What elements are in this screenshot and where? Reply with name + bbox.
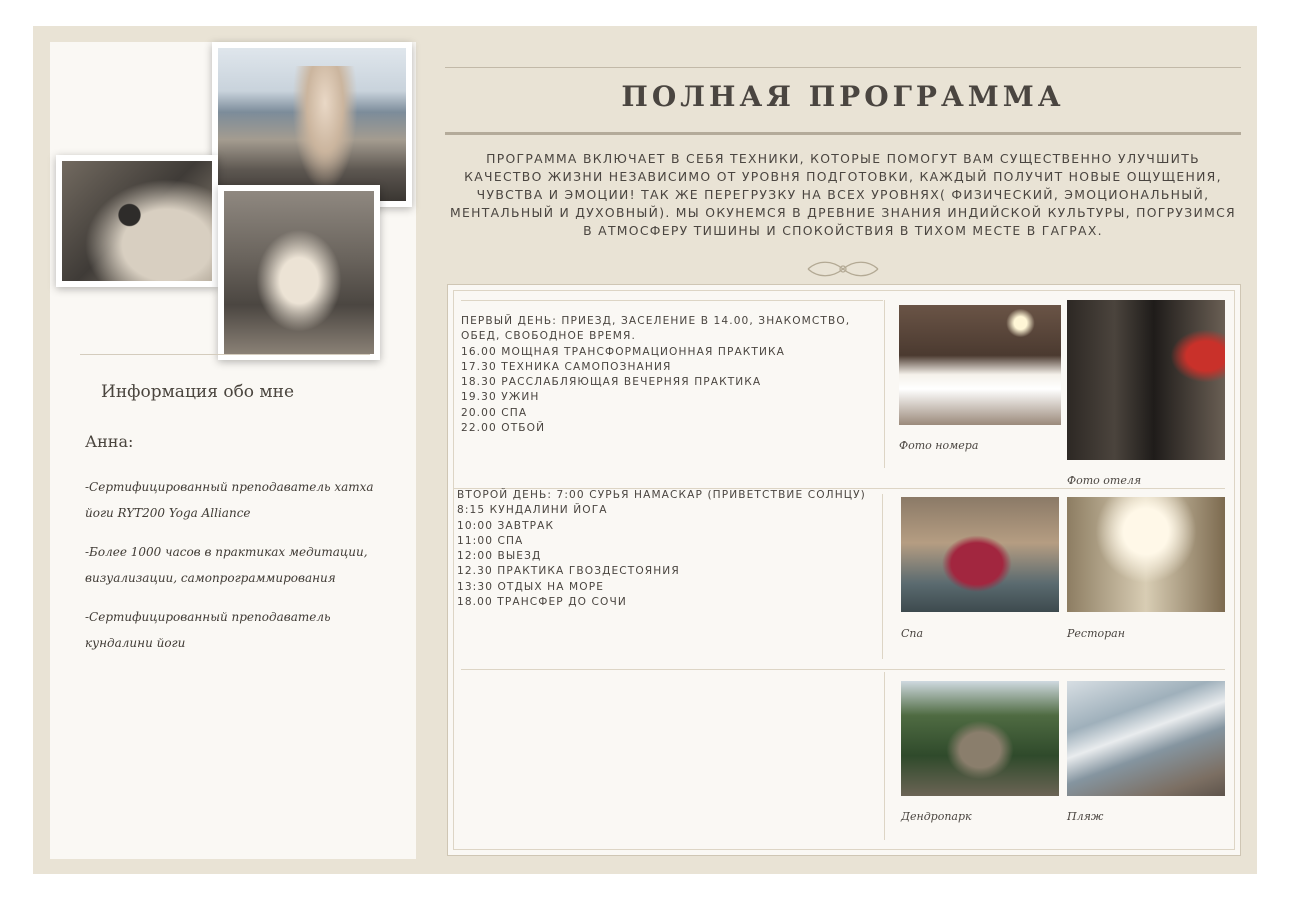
- schedule-line: 8:15 КУНДАЛИНИ ЙОГА: [457, 504, 608, 517]
- schedule-line: 19.30 УЖИН: [461, 391, 540, 404]
- schedule-line: 18.00 ТРАНСФЕР ДО СОЧИ: [457, 596, 627, 609]
- polaroid-sitting-photo: [218, 185, 380, 360]
- park-caption: Дендропарк: [901, 810, 972, 823]
- schedule-line: 17.30 ТЕХНИКА САМОПОЗНАНИЯ: [461, 360, 672, 373]
- polaroid-beach-photo: [212, 42, 412, 207]
- schedule-line: ПЕРВЫЙ ДЕНЬ: ПРИЕЗД, ЗАСЕЛЕНИЕ В 14.00, ЗНАКОМСТВО, ОБЕД, СВОБОДНОЕ ВРЕМЯ.: [461, 315, 851, 343]
- schedule-line: 12.30 ПРАКТИКА ГВОЗДЕСТОЯНИЯ: [457, 565, 680, 578]
- schedule-line: 22.00 ОТБОЙ: [461, 422, 546, 435]
- day1-schedule: [461, 314, 876, 436]
- spa-photo: [901, 497, 1059, 612]
- left-divider: [80, 354, 370, 355]
- schedule-line: 20.00 СПА: [461, 406, 528, 419]
- beach-photo: [1067, 681, 1225, 796]
- schedule-line: 12:00 ВЫЕЗД: [457, 550, 542, 563]
- polaroid-stones-photo: [56, 155, 218, 287]
- column-divider: [884, 672, 885, 840]
- about-list: [85, 474, 385, 669]
- hotel-caption: Фото отеля: [1067, 474, 1142, 487]
- program-intro: ПРОГРАММА ВКЛЮЧАЕТ В СЕБЯ ТЕХНИКИ, КОТОРЫЕ ПОМОГУТ ВАМ СУЩЕСТВЕННО УЛУЧШИТЬ КАЧЕСТВО ЖИЗНИ НЕЗАВИСИМО ОТ УРОВНЯ ПОДГОТОВКИ, КАЖДЫЙ ПОЛУЧИТ НОВЫЕ ОЩУЩЕНИЯ, ЧУВСТВА И ЭМОЦИИ! ТАК ЖЕ ПЕРЕГРУЗКУ НА ВСЕХ УРОВНЯХ( ФИЗИЧЕСКИЙ, ЭМОЦИОНАЛЬНЫЙ, МЕНТАЛЬНЫЙ И ДУХОВНЫЙ). МЫ ОКУНЕМСЯ В ДРЕВНИЕ ЗНАНИЯ ИНДИЙСКОЙ КУЛЬТУРЫ, ПОГРУЗИМСЯ В АТМОСФЕРУ ТИШИНЫ И СПОКОЙСТВИЯ В ТИХОМ МЕСТЕ В ГАГРАХ.: [450, 151, 1236, 238]
- column-divider: [882, 494, 883, 659]
- schedule-line: 10:00 ЗАВТРАК: [457, 519, 555, 532]
- beach-portrait-image: [218, 48, 406, 201]
- restaurant-photo: [1067, 497, 1225, 612]
- row-divider: [461, 300, 883, 301]
- about-panel: [50, 42, 416, 859]
- room-photo: [899, 305, 1061, 425]
- schedule-line: ВТОРОЙ ДЕНЬ: 7:00 СУРЬЯ НАМАСКАР (ПРИВЕТСТВИЕ СОЛНЦУ): [457, 489, 866, 501]
- sitting-meditation-image: [224, 191, 374, 354]
- meditation-stones-image: [62, 161, 212, 281]
- hotel-photo: [1067, 300, 1225, 460]
- about-item: -Сертифицированный преподаватель хатха йоги RYT200 Yoga Alliance: [85, 480, 374, 520]
- beach-caption: Пляж: [1067, 810, 1104, 823]
- about-item: -Сертифицированный преподаватель кундалини йоги: [85, 610, 331, 650]
- flourish-ornament-icon: [806, 258, 880, 280]
- title-rule-bottom: [445, 132, 1241, 135]
- restaurant-caption: Ресторан: [1067, 627, 1125, 640]
- page-title: ПОЛНАЯ ПРОГРАММА: [621, 80, 1065, 113]
- schedule-line: 18.30 РАССЛАБЛЯЮЩАЯ ВЕЧЕРНЯЯ ПРАКТИКА: [461, 376, 762, 389]
- schedule-line: 13:30 ОТДЫХ НА МОРЕ: [457, 580, 604, 593]
- schedule-line: 16.00 МОЩНАЯ ТРАНСФОРМАЦИОННАЯ ПРАКТИКА: [461, 345, 785, 358]
- row-divider: [461, 669, 1225, 670]
- spa-caption: Спа: [901, 627, 924, 640]
- about-title: Информация обо мне: [101, 382, 295, 402]
- park-photo: [901, 681, 1059, 796]
- day2-schedule: [457, 488, 877, 610]
- room-caption: Фото номера: [899, 439, 979, 452]
- title-rule-top: [445, 67, 1241, 68]
- about-name: Анна:: [85, 432, 134, 451]
- column-divider: [884, 300, 885, 468]
- schedule-line: 11:00 СПА: [457, 534, 524, 547]
- about-item: -Более 1000 часов в практиках медитации, визуализации, самопрограммирования: [85, 545, 368, 585]
